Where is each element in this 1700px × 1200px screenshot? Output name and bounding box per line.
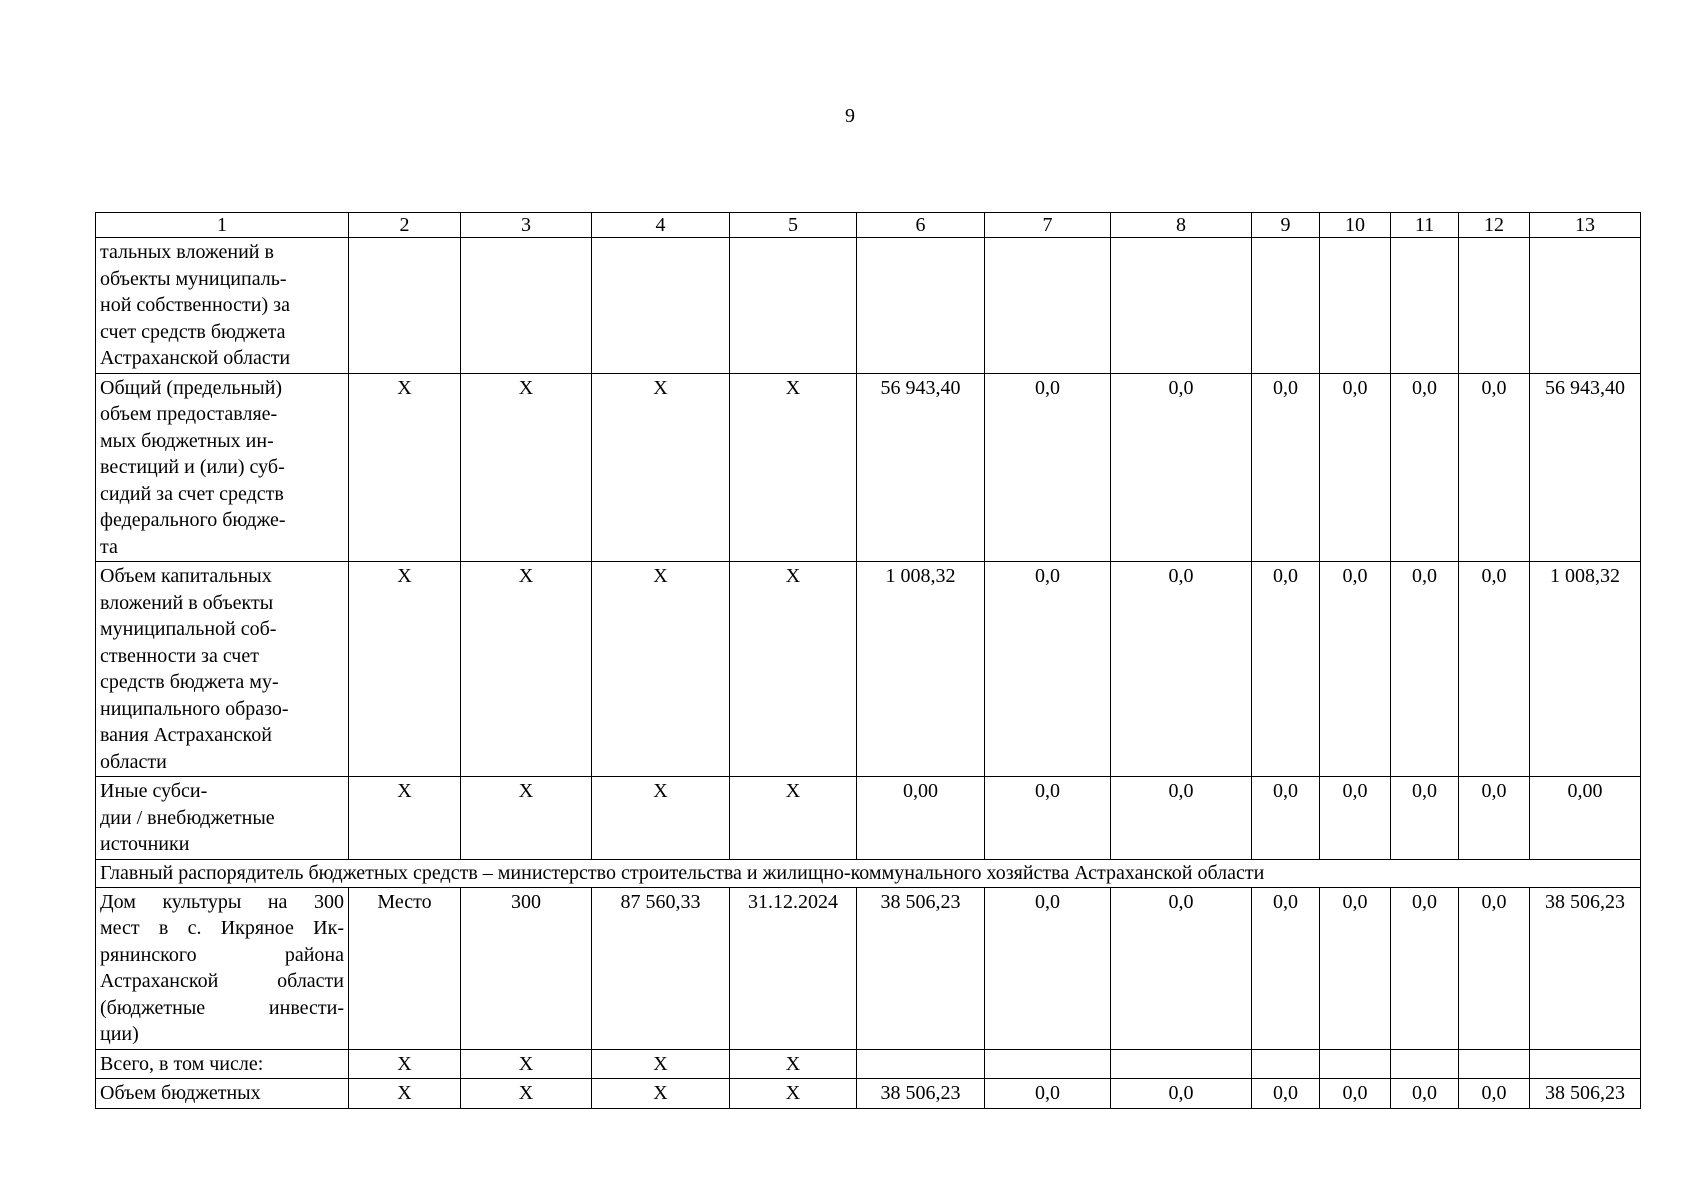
row-description — [96, 1079, 349, 1109]
table-cell-col-12: 0,0 — [1459, 373, 1530, 562]
table-cell-col-12 — [1459, 1049, 1530, 1079]
column-number-13: 13 — [1530, 213, 1641, 238]
table-cell-col-11 — [1391, 238, 1459, 374]
column-number-4: 4 — [592, 213, 730, 238]
table-cell-col-12: 0,0 — [1459, 777, 1530, 860]
table-cell-col-5: X — [730, 777, 857, 860]
row-description-line: дии / внебюджетные — [100, 806, 275, 829]
table-cell-col-7: 0,0 — [985, 373, 1111, 562]
table-cell-col-9: 0,0 — [1252, 1079, 1320, 1109]
table-row — [96, 373, 1641, 562]
table-cell-col-9: 0,0 — [1252, 373, 1320, 562]
table-cell-col-6: 38 506,23 — [857, 1079, 985, 1109]
page-number: 9 — [845, 105, 855, 127]
row-description-line: объем предоставляе- — [100, 403, 278, 425]
table-cell-col-6: 0,00 — [857, 777, 985, 860]
table-cell-col-6: 38 506,23 — [857, 887, 985, 1049]
column-number-6: 6 — [857, 213, 985, 238]
column-number-8: 8 — [1111, 213, 1252, 238]
table-cell-col-9 — [1252, 238, 1320, 374]
table-cell-col-2: X — [349, 562, 461, 777]
table-cell-col-5: X — [730, 1049, 857, 1079]
row-description-line: области — [100, 750, 167, 773]
column-number-12: 12 — [1459, 213, 1530, 238]
table-cell-col-12: 0,0 — [1459, 562, 1530, 777]
table-cell-col-9 — [1252, 1049, 1320, 1079]
table-cell-col-12 — [1459, 238, 1530, 374]
row-description-line: сидий за счет средств — [100, 482, 284, 505]
column-number-header-row — [96, 213, 1641, 238]
table-cell-col-11: 0,0 — [1391, 777, 1459, 860]
table-row — [96, 238, 1641, 374]
table-cell-col-9: 0,0 — [1252, 777, 1320, 860]
table-cell-col-10: 0,0 — [1320, 1079, 1391, 1109]
row-description — [96, 887, 349, 1049]
table-cell-col-11: 0,0 — [1391, 1079, 1459, 1109]
table-cell-col-6: 1 008,32 — [857, 562, 985, 777]
table-cell-col-2: Место — [349, 887, 461, 1049]
table-cell-col-11: 0,0 — [1391, 887, 1459, 1049]
row-description-line: (бюджетные инвести- — [100, 996, 344, 1019]
row-description — [96, 777, 349, 860]
section-header-text: Главный распорядитель бюджетных средств – министерство строительства и жилищно-коммунального хозяйства Астраханской области — [96, 859, 1641, 887]
table-cell-col-7: 0,0 — [985, 777, 1111, 860]
row-description-line: ной собственности) за — [100, 294, 290, 316]
table-cell-col-3: 300 — [461, 887, 592, 1049]
table-row — [96, 777, 1641, 860]
row-description-line: Иные субси- — [100, 780, 208, 802]
table-cell-col-12: 0,0 — [1459, 1079, 1530, 1109]
table-cell-col-2: X — [349, 1079, 461, 1109]
table-cell-col-3: X — [461, 1049, 592, 1079]
table-cell-col-7: 0,0 — [985, 562, 1111, 777]
table-cell-col-13 — [1530, 1049, 1641, 1079]
row-description-line: ниципального образо- — [100, 697, 289, 720]
row-description-line: муниципальной соб- — [100, 618, 277, 640]
row-description-line: вложений в объекты — [100, 591, 274, 614]
table-cell-col-10: 0,0 — [1320, 887, 1391, 1049]
table-cell-col-8: 0,0 — [1111, 562, 1252, 777]
table-cell-col-12: 0,0 — [1459, 887, 1530, 1049]
row-description-line: счет средств бюджета — [100, 320, 286, 343]
table-cell-col-13 — [1530, 238, 1641, 374]
row-description-line: Дом культуры на 300 — [100, 890, 344, 913]
table-cell-col-4: X — [592, 1049, 730, 1079]
row-description — [96, 1049, 349, 1079]
table-cell-col-7: 0,0 — [985, 887, 1111, 1049]
table-cell-col-13: 0,00 — [1530, 777, 1641, 860]
table-cell-col-10: 0,0 — [1320, 562, 1391, 777]
row-description-line: тальных вложений в — [100, 241, 274, 263]
table-cell-col-8: 0,0 — [1111, 1079, 1252, 1109]
row-description-line: объекты муниципаль- — [100, 267, 287, 290]
table-cell-col-11: 0,0 — [1391, 562, 1459, 777]
row-description-line: Астраханской области — [100, 347, 291, 369]
table-cell-col-4: X — [592, 777, 730, 860]
row-description-line: Общий (предельный) — [100, 376, 283, 399]
table-cell-col-13: 1 008,32 — [1530, 562, 1641, 777]
row-description-line: федерального бюдже- — [100, 509, 286, 531]
table-cell-col-5: X — [730, 373, 857, 562]
table-cell-col-13: 38 506,23 — [1530, 887, 1641, 1049]
table-cell-col-10: 0,0 — [1320, 373, 1391, 562]
row-description-line: мых бюджетных ин- — [100, 429, 274, 452]
table-cell-col-7 — [985, 1049, 1111, 1079]
table-cell-col-6 — [857, 1049, 985, 1079]
row-description-line: рянинского района — [100, 943, 344, 966]
table-cell-col-3: X — [461, 562, 592, 777]
table-cell-col-4: X — [592, 562, 730, 777]
row-description-line: ственности за счет — [100, 644, 259, 667]
column-number-2: 2 — [349, 213, 461, 238]
table-cell-col-4 — [592, 238, 730, 374]
table-cell-col-10: 0,0 — [1320, 777, 1391, 860]
row-description — [96, 238, 349, 374]
table-row — [96, 1049, 1641, 1079]
table-cell-col-5: 31.12.2024 — [730, 887, 857, 1049]
table-cell-col-5 — [730, 238, 857, 374]
table-cell-col-10 — [1320, 1049, 1391, 1079]
table-row — [96, 1079, 1641, 1109]
table-cell-col-7: 0,0 — [985, 1079, 1111, 1109]
column-number-5: 5 — [730, 213, 857, 238]
row-description-line: Объем капитальных — [100, 565, 272, 587]
column-number-9: 9 — [1252, 213, 1320, 238]
table-cell-col-4: X — [592, 1079, 730, 1109]
table-cell-col-2 — [349, 238, 461, 374]
table-cell-col-6: 56 943,40 — [857, 373, 985, 562]
table-cell-col-8: 0,0 — [1111, 777, 1252, 860]
column-number-10: 10 — [1320, 213, 1391, 238]
table-cell-col-3: X — [461, 777, 592, 860]
row-description-line: Объем бюджетных — [100, 1082, 261, 1104]
section-header-row — [96, 859, 1641, 887]
column-number-1: 1 — [96, 213, 349, 238]
table-row — [96, 562, 1641, 777]
table-cell-col-4: X — [592, 373, 730, 562]
row-description-line: средств бюджета му- — [100, 671, 279, 693]
table-cell-col-8 — [1111, 1049, 1252, 1079]
table-cell-col-9: 0,0 — [1252, 887, 1320, 1049]
row-description — [96, 373, 349, 562]
table-cell-col-10 — [1320, 238, 1391, 374]
table-cell-col-11: 0,0 — [1391, 373, 1459, 562]
table-cell-col-3: X — [461, 373, 592, 562]
table-cell-col-13: 38 506,23 — [1530, 1079, 1641, 1109]
column-number-3: 3 — [461, 213, 592, 238]
table-cell-col-8 — [1111, 238, 1252, 374]
row-description — [96, 562, 349, 777]
row-description-line: мест в с. Икряное Ик- — [100, 917, 344, 939]
table-cell-col-4: 87 560,33 — [592, 887, 730, 1049]
row-description-line: Астраханской области — [100, 970, 344, 992]
row-description-line: ции) — [100, 1023, 139, 1045]
table-cell-col-8: 0,0 — [1111, 373, 1252, 562]
row-description-line: та — [100, 535, 118, 558]
column-number-11: 11 — [1391, 213, 1459, 238]
table-cell-col-5: X — [730, 1079, 857, 1109]
table-cell-col-7 — [985, 238, 1111, 374]
row-description-line: вестиций и (или) суб- — [100, 456, 285, 478]
table-cell-col-11 — [1391, 1049, 1459, 1079]
table-cell-col-2: X — [349, 777, 461, 860]
table-cell-col-8: 0,0 — [1111, 887, 1252, 1049]
table-cell-col-9: 0,0 — [1252, 562, 1320, 777]
row-description-line: Всего, в том числе: — [100, 1052, 264, 1075]
table-row — [96, 887, 1641, 1049]
table-cell-col-13: 56 943,40 — [1530, 373, 1641, 562]
row-description-line: источники — [100, 833, 190, 855]
table-cell-col-2: X — [349, 1049, 461, 1079]
table-cell-col-3: X — [461, 1079, 592, 1109]
budget-investment-table — [95, 212, 1641, 1109]
table-cell-col-3 — [461, 238, 592, 374]
row-description-line: вания Астраханской — [100, 724, 272, 746]
table-body — [96, 238, 1641, 1109]
column-number-7: 7 — [985, 213, 1111, 238]
table-cell-col-2: X — [349, 373, 461, 562]
table-cell-col-6 — [857, 238, 985, 374]
table-cell-col-5: X — [730, 562, 857, 777]
